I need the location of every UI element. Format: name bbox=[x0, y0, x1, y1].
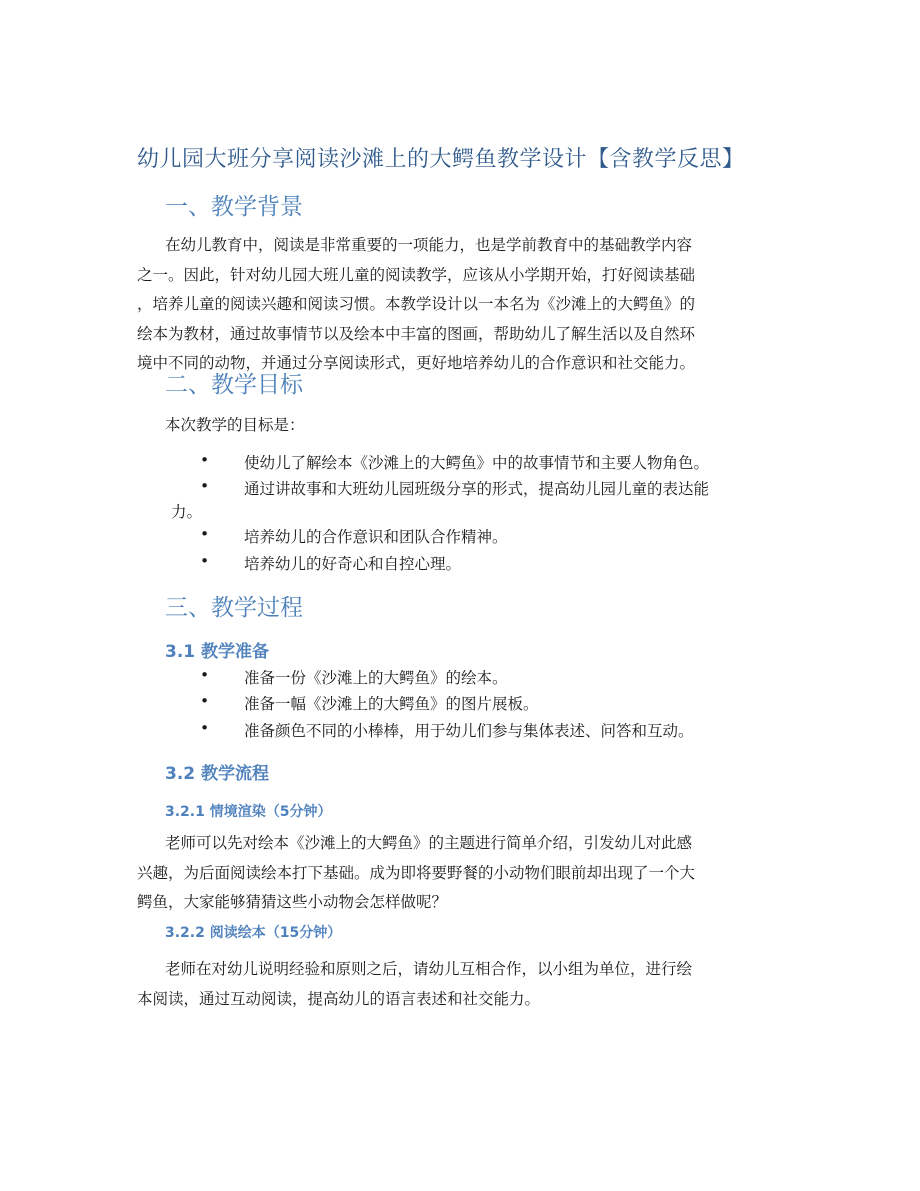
section-heading-goals: 二、教学目标 bbox=[165, 372, 303, 398]
paragraph-line: 老师可以先对绘本《沙滩上的大鳄鱼》的主题进行简单介绍，引发幼儿对此感 bbox=[165, 834, 693, 852]
list-item-text: 通过讲故事和大班幼儿园班级分享的形式，提高幼儿园儿童的表达能 bbox=[244, 480, 710, 498]
list-item-text: 准备一幅《沙滩上的大鳄鱼》的图片展板。 bbox=[244, 695, 539, 713]
document-title: 幼儿园大班分享阅读沙滩上的大鳄鱼教学设计【含教学反思】 bbox=[137, 147, 745, 172]
list-item-text: 培养幼儿的合作意识和团队合作精神。 bbox=[244, 528, 508, 546]
paragraph-line: 老师在对幼儿说明经验和原则之后，请幼儿互相合作，以小组为单位，进行绘 bbox=[165, 960, 693, 978]
paragraph-line: 鳄鱼，大家能够猜猜这些小动物会怎样做呢？ bbox=[137, 893, 448, 911]
goals-intro: 本次教学的目标是： bbox=[165, 416, 305, 434]
bullet-icon: • bbox=[200, 719, 210, 737]
bullet-icon: • bbox=[200, 666, 210, 684]
bullet-icon: • bbox=[200, 451, 210, 469]
section-heading-process: 三、教学过程 bbox=[165, 595, 303, 621]
background-paragraph bbox=[137, 231, 787, 379]
section-heading-background: 一、教学背景 bbox=[165, 194, 303, 220]
paragraph-line: 在幼儿教育中，阅读是非常重要的一项能力，也是学前教育中的基础教学内容 bbox=[165, 236, 693, 254]
bullet-icon: • bbox=[200, 477, 210, 495]
bullet-icon: • bbox=[200, 692, 210, 710]
paragraph-line: 绘本为教材，通过故事情节以及绘本中丰富的图画，帮助幼儿了解生活以及自然环 bbox=[137, 324, 696, 343]
step-heading-scenario: 3.2.1 情境渲染（5分钟） bbox=[165, 804, 332, 820]
list-item-continuation: 力。 bbox=[171, 503, 203, 521]
paragraph-line: 之一。因此，针对幼儿园大班儿童的阅读教学，应该从小学期开始，打好阅读基础 bbox=[137, 265, 696, 284]
paragraph-line: 境中不同的动物，并通过分享阅读形式，更好地培养幼儿的合作意识和社交能力。 bbox=[137, 354, 696, 372]
bullet-icon: • bbox=[200, 552, 210, 570]
list-item-text: 使幼儿了解绘本《沙滩上的大鳄鱼》中的故事情节和主要人物角色。 bbox=[244, 454, 710, 472]
step-heading-reading: 3.2.2 阅读绘本（15分钟） bbox=[165, 925, 342, 941]
bullet-icon: • bbox=[200, 525, 210, 543]
subsection-heading-flow: 3.2 教学流程 bbox=[165, 764, 270, 784]
list-item-text: 培养幼儿的好奇心和自控心理。 bbox=[244, 555, 462, 573]
scenario-paragraph bbox=[137, 829, 787, 918]
list-item-text: 准备颜色不同的小棒棒，用于幼儿们参与集体表述、问答和互动。 bbox=[244, 722, 694, 740]
paragraph-line: ，培养儿童的阅读兴趣和阅读习惯。本教学设计以一本名为《沙滩上的大鳄鱼》的 bbox=[137, 295, 696, 313]
list-item-text: 准备一份《沙滩上的大鳄鱼》的绘本。 bbox=[244, 669, 508, 687]
subsection-heading-preparation: 3.1 教学准备 bbox=[165, 642, 270, 662]
paragraph-line: 本阅读，通过互动阅读，提高幼儿的语言表述和社交能力。 bbox=[137, 989, 541, 1008]
reading-paragraph bbox=[137, 955, 787, 1014]
paragraph-line: 兴趣，为后面阅读绘本打下基础。成为即将要野餐的小动物们眼前却出现了一个大 bbox=[137, 863, 696, 882]
